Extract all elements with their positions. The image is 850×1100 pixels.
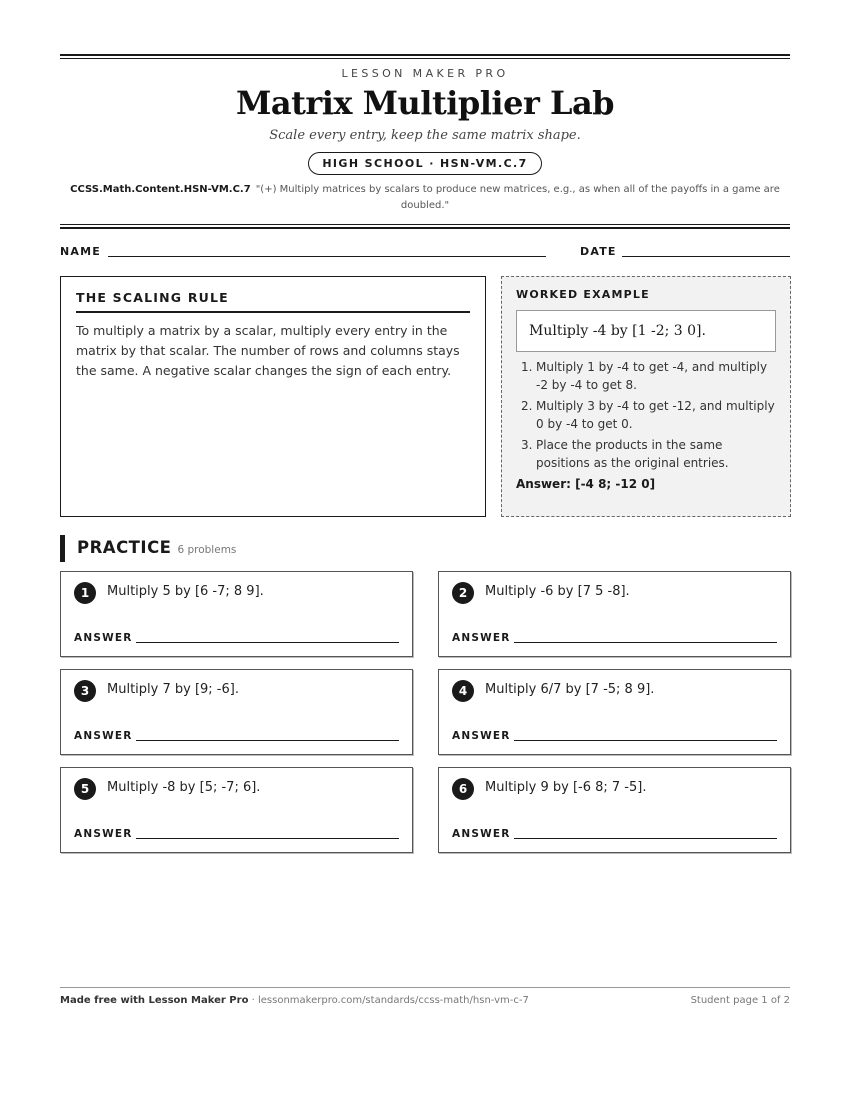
- practice-problem-5: [60, 767, 413, 853]
- answer-line[interactable]: [514, 642, 777, 643]
- step-number: 3.: [521, 438, 533, 452]
- worked-example-step: [516, 436, 776, 472]
- date-label: DATE: [580, 245, 617, 258]
- answer-line[interactable]: [136, 740, 399, 741]
- name-field-line[interactable]: [108, 256, 546, 257]
- date-field-line[interactable]: [622, 256, 790, 257]
- standard-text: "(+) Multiply matrices by scalars to produce new matrices, e.g., as when all of the payoffs in a game are doubled.": [255, 184, 780, 211]
- worked-example-box: [501, 276, 791, 517]
- answer-line[interactable]: [136, 642, 399, 643]
- scaling-rule-box: [60, 276, 486, 517]
- problem-number-badge: 5: [74, 778, 96, 800]
- practice-count: 6 problems: [177, 544, 237, 556]
- footer-rule: [60, 987, 790, 988]
- footer-page-number: Student page 1 of 2: [690, 995, 790, 1006]
- step-text: Multiply 1 by -4 to get -4, and multiply -2 by -4 to get 8.: [536, 360, 768, 392]
- practice-heading: [60, 535, 236, 562]
- answer-label: ANSWER: [74, 828, 133, 840]
- worked-example-prompt: Multiply -4 by [1 -2; 3 0].: [516, 310, 776, 352]
- worked-example-answer: Answer: [-4 8; -12 0]: [516, 477, 656, 491]
- scaling-rule-body: To multiply a matrix by a scalar, multiply every entry in the matrix by that scalar. The number of rows and columns stays the same. A negative scalar changes the sign of each entry.: [76, 323, 460, 378]
- standard-code: CCSS.Math.Content.HSN-VM.C.7: [70, 184, 251, 195]
- answer-line[interactable]: [514, 838, 777, 839]
- problem-text: Multiply -6 by [7 5 -8].: [485, 584, 630, 599]
- answer-line[interactable]: [136, 838, 399, 839]
- worked-example-heading: WORKED EXAMPLE: [516, 288, 650, 301]
- problem-number-badge: 3: [74, 680, 96, 702]
- answer-label: ANSWER: [452, 632, 511, 644]
- problem-text: Multiply 5 by [6 -7; 8 9].: [107, 584, 264, 599]
- worked-example-steps: [516, 358, 776, 472]
- answer-label: ANSWER: [452, 730, 511, 742]
- footer-brand: Made free with Lesson Maker Pro: [60, 995, 249, 1006]
- problem-number-badge: 2: [452, 582, 474, 604]
- practice-problem-2: [438, 571, 791, 657]
- standard-description: [60, 182, 790, 214]
- practice-problem-3: [60, 669, 413, 755]
- problem-number-badge: 4: [452, 680, 474, 702]
- practice-problem-1: [60, 571, 413, 657]
- problem-text: Multiply 9 by [-6 8; 7 -5].: [485, 780, 647, 795]
- answer-label: ANSWER: [74, 730, 133, 742]
- problem-number-badge: 1: [74, 582, 96, 604]
- problem-text: Multiply -8 by [5; -7; 6].: [107, 780, 261, 795]
- practice-problem-4: [438, 669, 791, 755]
- problem-number-badge: 6: [452, 778, 474, 800]
- step-text: Multiply 3 by -4 to get -12, and multiply 0 by -4 to get 0.: [536, 399, 775, 431]
- name-date-row: [60, 245, 790, 261]
- scaling-rule-heading: THE SCALING RULE: [76, 290, 470, 313]
- name-label: NAME: [60, 245, 101, 258]
- header-top-rule: [60, 54, 790, 59]
- answer-line[interactable]: [514, 740, 777, 741]
- problem-text: Multiply 7 by [9; -6].: [107, 682, 239, 697]
- grade-badge-wrap: [60, 152, 790, 175]
- page-title: Matrix Multiplier Lab: [235, 84, 615, 122]
- worked-example-step: [516, 397, 776, 433]
- worksheet-page: [60, 0, 790, 1100]
- practice-title: PRACTICE: [77, 538, 172, 557]
- page-footer: [60, 995, 790, 1006]
- answer-label: ANSWER: [74, 632, 133, 644]
- page-subtitle: Scale every entry, keep the same matrix shape.: [269, 128, 581, 143]
- brand-name: LESSON MAKER PRO: [341, 67, 509, 80]
- step-number: 2.: [521, 399, 533, 413]
- footer-url: · lessonmakerpro.com/standards/ccss-math/hsn-vm-c-7: [248, 995, 529, 1006]
- answer-label: ANSWER: [452, 828, 511, 840]
- header-bottom-rule: [60, 224, 790, 229]
- worked-example-step: [516, 358, 776, 394]
- grade-standard-badge: HIGH SCHOOL · HSN-VM.C.7: [308, 152, 541, 175]
- step-number: 1.: [521, 360, 533, 374]
- step-text: Place the products in the same positions as the original entries.: [536, 438, 729, 470]
- problem-text: Multiply 6/7 by [7 -5; 8 9].: [485, 682, 655, 697]
- practice-problem-6: [438, 767, 791, 853]
